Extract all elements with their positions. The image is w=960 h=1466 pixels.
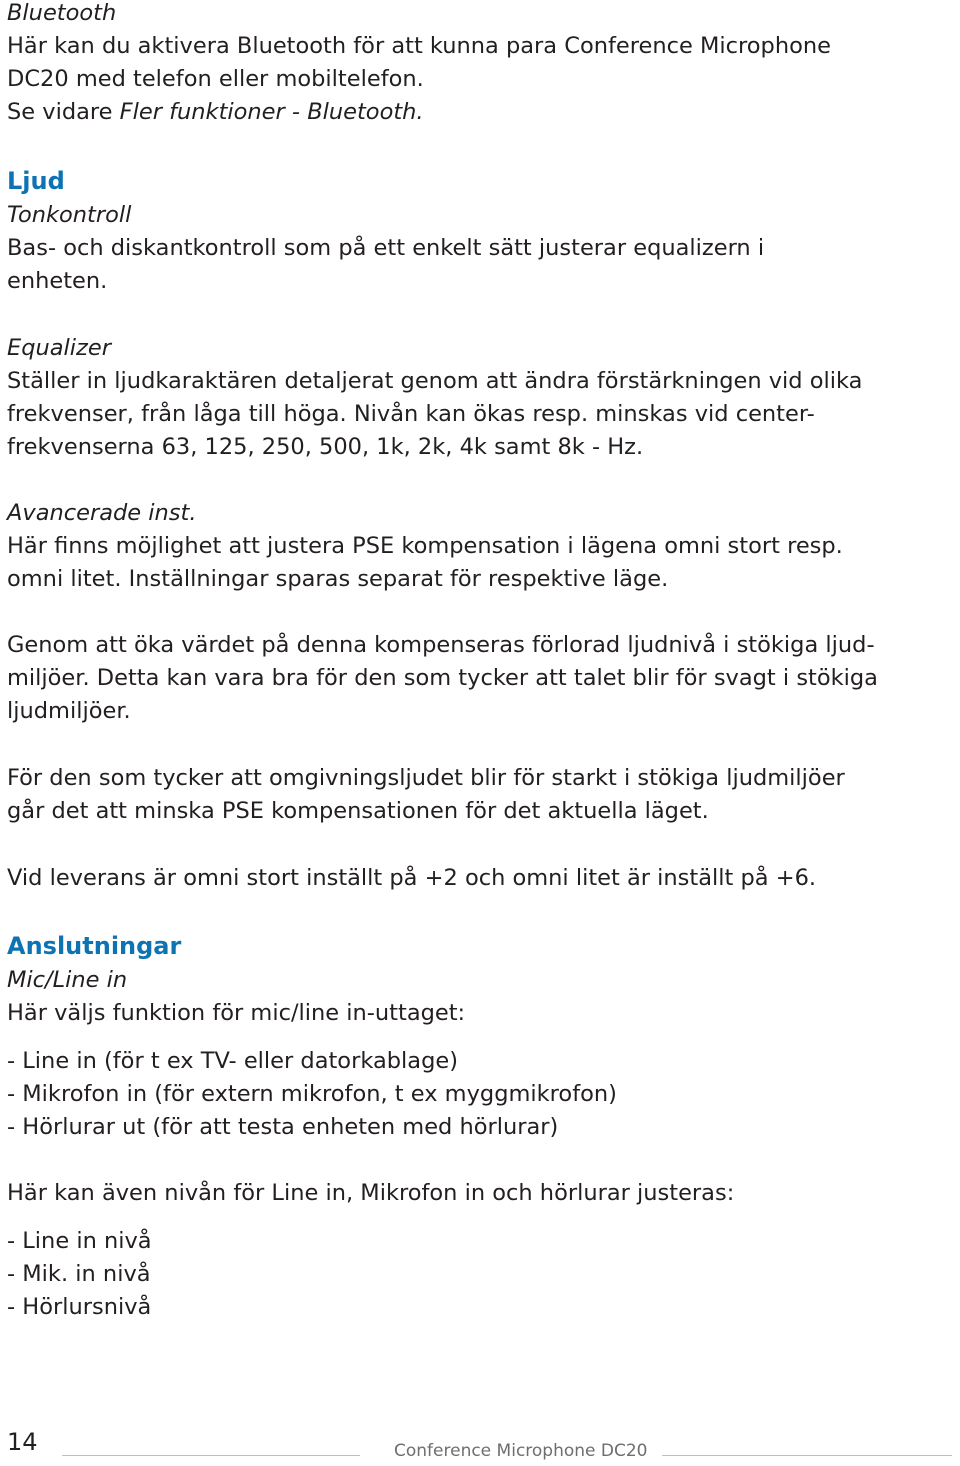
option-list-item: - Hörlurar ut (för att testa enheten med hörlurar) [7, 1114, 559, 1140]
equalizer-text-line: frekvenserna 63, 125, 250, 500, 1k, 2k, 4k samt 8k - Hz. [7, 434, 644, 460]
ljud-heading: Ljud [7, 167, 65, 195]
mic-line-in-intro: Här väljs funktion för mic/line in-uttaget: [7, 1000, 466, 1026]
bluetooth-heading: Bluetooth [7, 0, 117, 26]
bluetooth-text-line: Här kan du aktivera Bluetooth för att kunna para Conference Microphone [7, 33, 831, 59]
tonkontroll-text-line: enheten. [7, 268, 108, 294]
avancerade-title: Avancerade inst. [7, 500, 197, 526]
level-list-item: - Hörlursnivå [7, 1294, 152, 1320]
avancerade-text-line: omni litet. Inställningar sparas separat för respektive läge. [7, 566, 669, 592]
tonkontroll-text-line: Bas- och diskantkontroll som på ett enkelt sätt justerar equalizern i [7, 235, 765, 261]
page-number: 14 [7, 1428, 38, 1456]
see-also-prefix: Se vidare [7, 99, 120, 125]
footer-rule-left [62, 1455, 360, 1456]
anslutningar-heading: Anslutningar [7, 932, 182, 960]
level-list-item: - Line in nivå [7, 1228, 152, 1254]
genom-text-line: ljudmiljöer. [7, 698, 131, 724]
mic-line-in-title: Mic/Line in [7, 967, 128, 993]
equalizer-text-line: frekvenser, från låga till höga. Nivån kan ökas resp. minskas vid center- [7, 401, 815, 427]
bluetooth-text-line: DC20 med telefon eller mobiltelefon. [7, 66, 424, 92]
genom-text-line: miljöer. Detta kan vara bra för den som tycker att talet blir för svagt i stökiga [7, 665, 878, 691]
level-intro: Här kan även nivån för Line in, Mikrofon in och hörlurar justeras: [7, 1180, 735, 1206]
forden-text-line: går det att minska PSE kompensationen för det aktuella läget. [7, 798, 709, 824]
option-list-item: - Line in (för t ex TV- eller datorkablage) [7, 1048, 458, 1074]
equalizer-title: Equalizer [7, 335, 111, 361]
tonkontroll-title: Tonkontroll [7, 202, 132, 228]
avancerade-text-line: Här finns möjlighet att justera PSE kompensation i lägena omni stort resp. [7, 533, 843, 559]
level-list-item: - Mik. in nivå [7, 1261, 151, 1287]
footer-rule-right [662, 1455, 952, 1456]
leverans-text-line: Vid leverans är omni stort inställt på +2 och omni litet är inställt på +6. [7, 865, 817, 891]
forden-text-line: För den som tycker att omgivningsljudet blir för starkt i stökiga ljudmiljöer [7, 765, 845, 791]
see-also-reference: Fler funktioner - Bluetooth. [119, 99, 424, 125]
bluetooth-see-also [7, 96, 424, 129]
equalizer-text-line: Ställer in ljudkaraktären detaljerat genom att ändra förstärkningen vid olika [7, 368, 863, 394]
option-list-item: - Mikrofon in (för extern mikrofon, t ex myggmikrofon) [7, 1081, 617, 1107]
genom-text-line: Genom att öka värdet på denna kompenseras förlorad ljudnivå i stökiga ljud- [7, 632, 875, 658]
footer-title: Conference Microphone DC20 [394, 1441, 648, 1461]
